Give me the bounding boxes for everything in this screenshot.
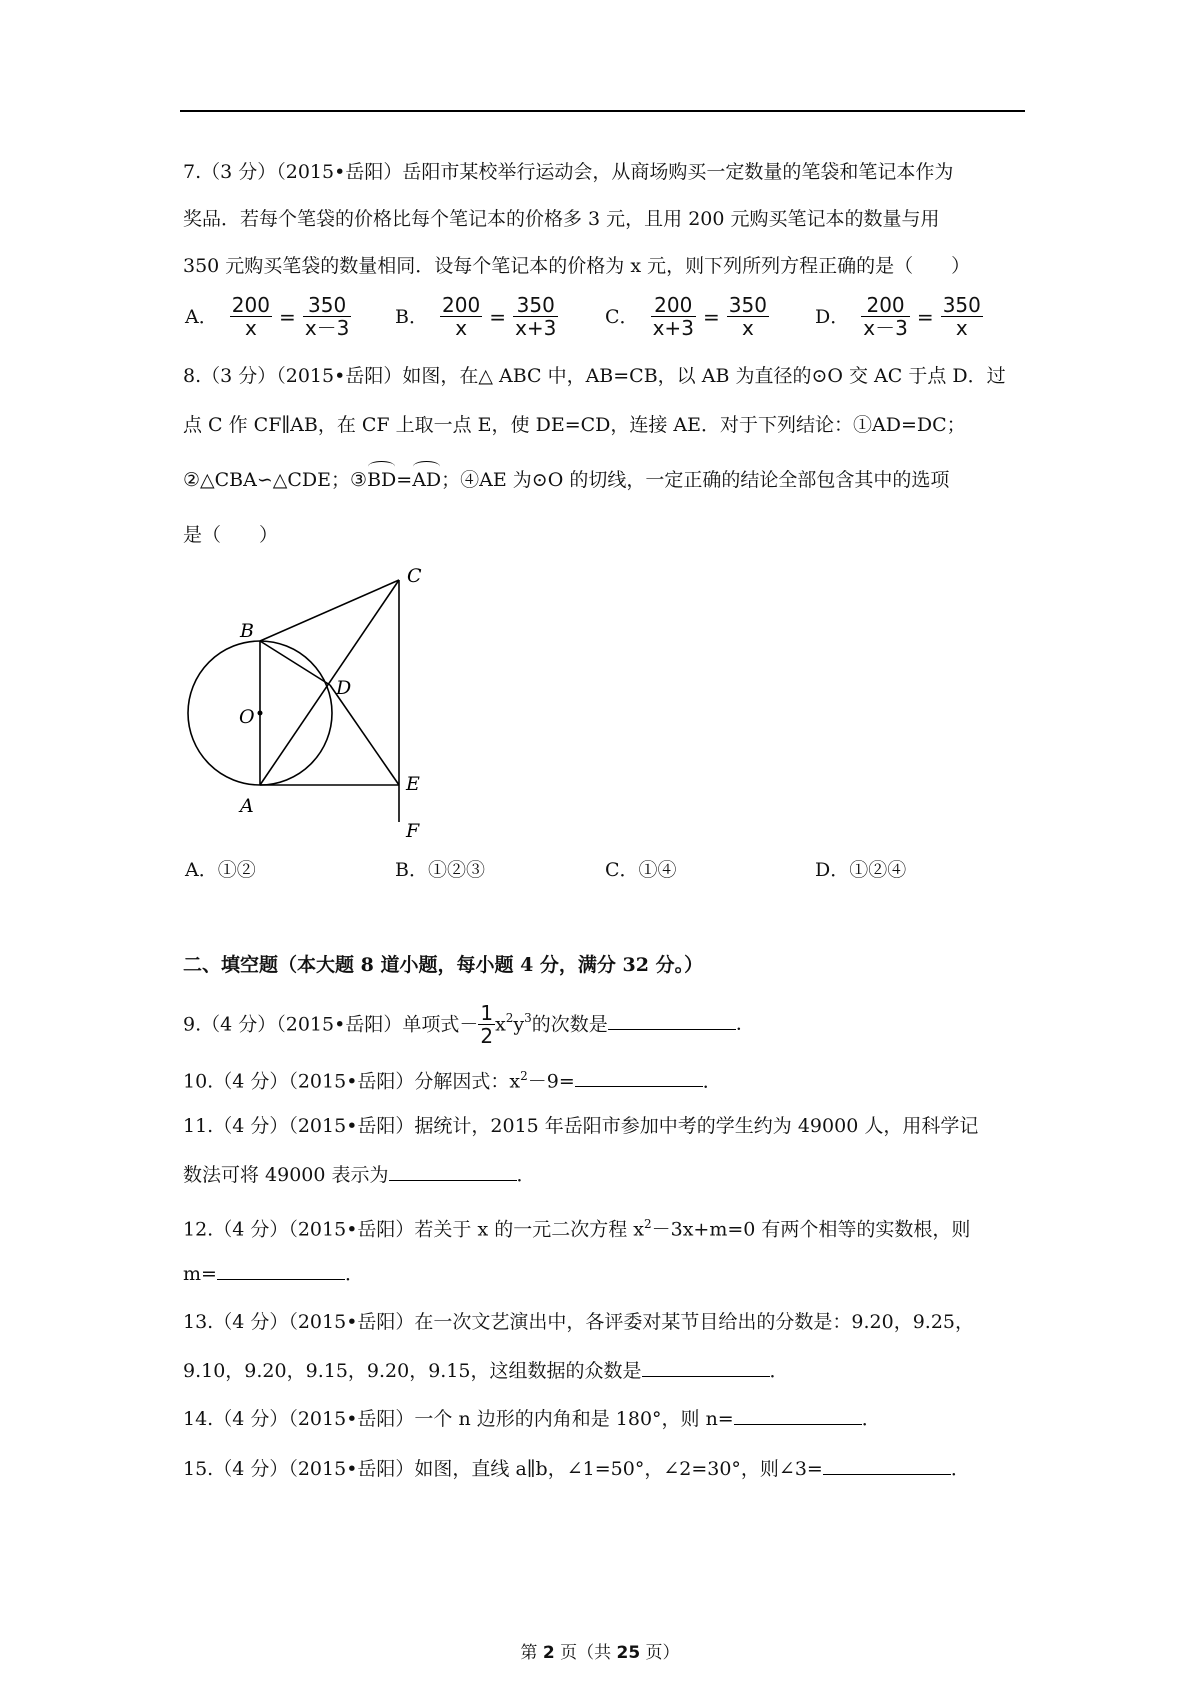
fraction: $\frac{350}{x+3}$ [515, 293, 557, 340]
label-a: A [240, 795, 254, 817]
header-rule [180, 110, 1025, 112]
q13-line1: 13.（4 分）（2015•岳阳）在一次文艺演出中，各评委对某节目给出的分数是：9.20，9.25， [183, 1311, 975, 1333]
answer-blank[interactable] [823, 1456, 951, 1475]
q12-line2: m= ． [183, 1263, 364, 1285]
q7-line1: 7.（3 分）（2015•岳阳）岳阳市某校举行运动会，从商场购买一定数量的笔袋和笔记本作为 [183, 161, 954, 183]
arc-ad: AD [412, 469, 442, 491]
fraction: $\frac{350}{x-3}$ [304, 293, 350, 340]
fraction: $\frac{200}{x+3}$ [652, 293, 694, 340]
q11-line1: 11.（4 分）（2015•岳阳）据统计，2015 年岳阳市参加中考的学生约为 49000 人，用科学记 [183, 1115, 979, 1137]
q8-option-c[interactable]: C．①④ [605, 859, 677, 881]
q8-line1: 8.（3 分）（2015•岳阳）如图，在△ ABC 中，AB=CB，以 AB 为直径的⊙O 交 AC 于点 D．过 [183, 365, 1006, 387]
fraction: $\frac{1}{2}$ [480, 1001, 494, 1048]
q8-option-d[interactable]: D．①②④ [815, 859, 907, 881]
q14: 14.（4 分）（2015•岳阳）一个 n 边形的内角和是 180°，则 n= ． [183, 1408, 881, 1430]
fraction: $\frac{200}{x}$ [231, 293, 270, 340]
q7-option-b[interactable]: B． $\frac{200}{x}$ = $\frac{350}{x+3}$ [395, 293, 557, 340]
answer-blank[interactable] [608, 1011, 736, 1030]
answer-blank[interactable] [575, 1068, 703, 1087]
section-heading: 二、填空题（本大题 8 道小题，每小题 4 分，满分 32 分。） [183, 954, 704, 976]
q8-option-b[interactable]: B．①②③ [395, 859, 485, 881]
q8-line2: 点 C 作 CF∥AB，在 CF 上取一点 E，使 DE=CD，连接 AE．对于下列结论：①AD=DC； [183, 414, 966, 436]
q11-line2: 数法可将 49000 表示为 ． [183, 1164, 536, 1186]
q7-option-a[interactable]: A． $\frac{200}{x}$ = $\frac{350}{x-3}$ [185, 293, 350, 340]
answer-blank[interactable] [217, 1261, 345, 1280]
page-footer: 第 2 页（共 25 页） [520, 1643, 680, 1663]
q8-geometry-figure [175, 560, 435, 845]
q7-line2: 奖品．若每个笔袋的价格比每个笔记本的价格多 3 元，且用 200 元购买笔记本的数量与用 [183, 208, 940, 230]
q7-line3: 350 元购买笔袋的数量相同．设每个笔记本的价格为 x 元，则下列所列方程正确的是（ ） [183, 255, 971, 277]
answer-blank[interactable] [389, 1162, 517, 1181]
q8-line3: ②△CBA∽△CDE；③BD=AD；④AE 为⊙O 的切线，一定正确的结论全部包含其中的选项 [183, 469, 950, 491]
q10: 10.（4 分）（2015•岳阳）分解因式：$x^2-9=$ ． [183, 1069, 722, 1093]
fraction: $\frac{350}{x}$ [942, 293, 981, 340]
q15: 15.（4 分）（2015•岳阳）如图，直线 a∥b，∠1=50°，∠2=30°，则∠3= ． [183, 1458, 970, 1480]
label-b: B [240, 620, 254, 642]
q8-option-a[interactable]: A．①② [185, 859, 256, 881]
label-d: D [336, 677, 352, 699]
q8-line4: 是（ ） [183, 524, 279, 546]
arc-bd: BD [367, 469, 397, 491]
q7-option-c[interactable]: C． $\frac{200}{x+3}$ = $\frac{350}{x}$ [605, 293, 767, 340]
answer-blank[interactable] [642, 1358, 770, 1377]
center-point [258, 711, 263, 716]
segment-de [330, 685, 399, 785]
fraction: $\frac{200}{x}$ [442, 293, 481, 340]
fraction: $\frac{350}{x}$ [728, 293, 767, 340]
q13-line2: 9.10，9.20，9.15，9.20，9.15，这组数据的众数是 ． [183, 1360, 789, 1382]
segment-bd [260, 641, 330, 685]
q7-option-d[interactable]: D． $\frac{200}{x-3}$ = $\frac{350}{x}$ [815, 293, 981, 340]
label-e: E [406, 773, 420, 795]
q12-line1: 12.（4 分）（2015•岳阳）若关于 x 的一元二次方程 $x^2-3x+m=0$ 有两个相等的实数根，则 [183, 1217, 971, 1241]
label-f: F [406, 820, 420, 842]
q9: 9.（4 分）（2015•岳阳）单项式－ $\frac{1}{2}$ $x^2y^3$的次数是 ． [183, 1001, 755, 1048]
fraction: $\frac{200}{x-3}$ [863, 293, 908, 340]
label-o: O [239, 706, 255, 728]
answer-blank[interactable] [734, 1406, 862, 1425]
label-c: C [407, 565, 422, 587]
